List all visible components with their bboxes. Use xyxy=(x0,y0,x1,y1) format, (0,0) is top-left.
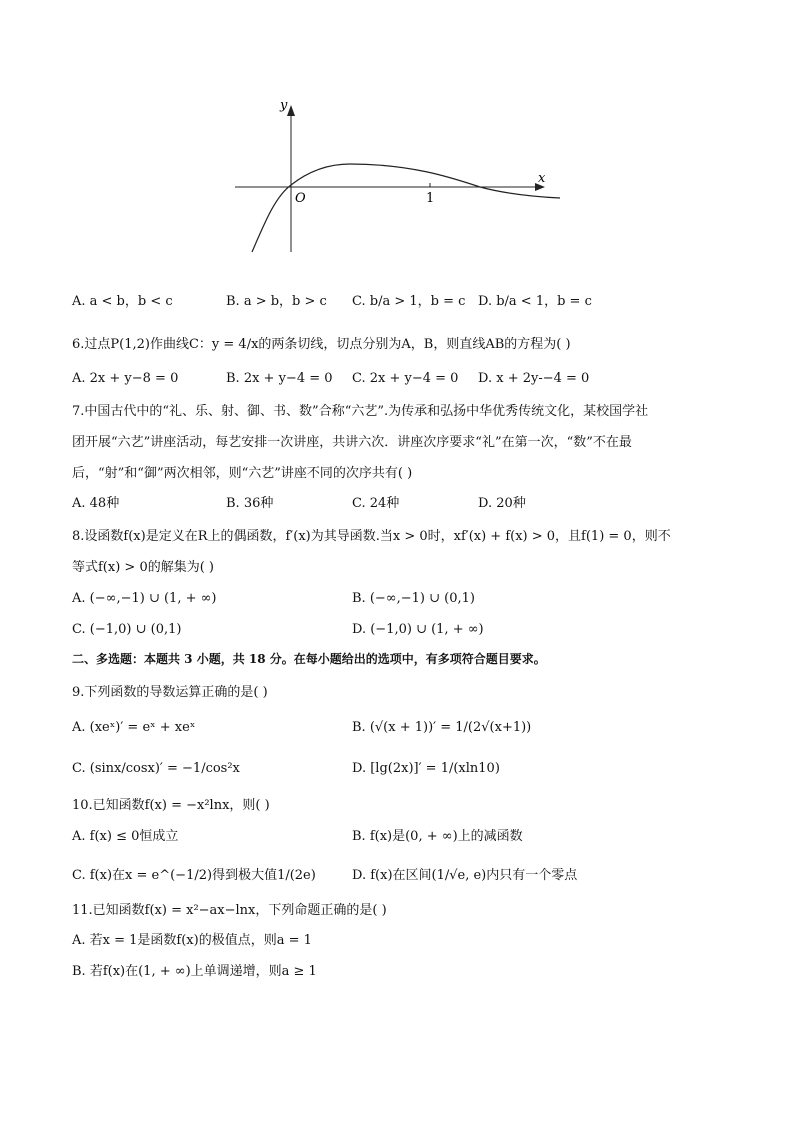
q8-line-2: 等式f(x) > 0的解集为( ) xyxy=(72,560,214,575)
q6-stem: 6.过点P(1,2)作曲线C：y = 4/x的两条切线，切点分别为A，B，则直线AB的方程为( ) xyxy=(72,337,571,352)
q7-option-b: B. 36种 xyxy=(226,496,274,511)
q10-option-b: B. f(x)是(0, + ∞)上的减函数 xyxy=(352,829,523,844)
q6-option-c: C. 2x + y−4 = 0 xyxy=(352,371,459,386)
q10-option-a: A. f(x) ≤ 0恒成立 xyxy=(72,829,179,844)
q5-option-b: B. a > b，b > c xyxy=(226,294,327,309)
origin-label: O xyxy=(295,191,306,206)
q8-line-1: 8.设函数f(x)是定义在R上的偶函数，f′(x)为其导函数.当x > 0时，xf′(x) + f(x) > 0，且f(1) = 0，则不 xyxy=(72,529,671,544)
q7-option-d: D. 20种 xyxy=(478,496,526,511)
q9-option-a: A. (xeˣ)′ = eˣ + xeˣ xyxy=(72,720,196,735)
x-axis-label: x xyxy=(538,171,546,186)
function-graph xyxy=(230,92,570,257)
curve xyxy=(252,164,560,252)
q7-option-a: A. 48种 xyxy=(72,496,120,511)
tick-label-1: 1 xyxy=(426,191,435,206)
q10-stem: 10.已知函数f(x) = −x²lnx，则( ) xyxy=(72,798,270,813)
q8-option-c: C. (−1,0) ∪ (0,1) xyxy=(72,622,182,637)
q8-option-b: B. (−∞,−1) ∪ (0,1) xyxy=(352,591,475,606)
q9-option-b: B. (√(x + 1))′ = 1/(2√(x+1)) xyxy=(352,720,532,735)
q9-option-c: C. (sinx/cosx)′ = −1/cos²x xyxy=(72,761,240,776)
q7-line-1: 7.中国古代中的“礼、乐、射、御、书、数”合称“六艺”.为传承和弘扬中华优秀传统文化，某校国学社 xyxy=(72,404,649,419)
q6-option-b: B. 2x + y−4 = 0 xyxy=(226,371,333,386)
y-axis-label: y xyxy=(280,98,288,113)
q11-option-a: A. 若x = 1是函数f(x)的极值点，则a = 1 xyxy=(72,933,312,948)
q8-option-d: D. (−1,0) ∪ (1, + ∞) xyxy=(352,622,484,637)
q10-option-d: D. f(x)在区间(1/√e, e)内只有一个零点 xyxy=(352,868,578,883)
q9-stem: 9.下列函数的导数运算正确的是( ) xyxy=(72,685,268,700)
q11-option-b: B. 若f(x)在(1, + ∞)上单调递增，则a ≥ 1 xyxy=(72,964,317,979)
q8-option-a: A. (−∞,−1) ∪ (1, + ∞) xyxy=(72,591,217,606)
q11-stem: 11.已知函数f(x) = x²−ax−lnx，下列命题正确的是( ) xyxy=(72,903,387,918)
q5-option-a: A. a < b，b < c xyxy=(72,294,173,309)
q7-line-2: 团开展“六艺”讲座活动，每艺安排一次讲座，共讲六次．讲座次序要求“礼”在第一次，“数”不在最 xyxy=(72,435,632,450)
q5-option-c: C. b/a > 1，b = c xyxy=(352,294,466,309)
q6-option-a: A. 2x + y−8 = 0 xyxy=(72,371,179,386)
q7-line-3: 后，“射”和“御”两次相邻，则“六艺”讲座不同的次序共有( ) xyxy=(72,466,413,481)
y-axis-arrow xyxy=(287,105,295,116)
q7-option-c: C. 24种 xyxy=(352,496,400,511)
section-heading: 二、多选题：本题共 3 小题，共 18 分。在每小题给出的选项中，有多项符合题目要求。 xyxy=(72,652,546,666)
q5-option-d: D. b/a < 1，b = c xyxy=(478,294,592,309)
q10-option-c: C. f(x)在x = e^(−1/2)得到极大值1/(2e) xyxy=(72,868,316,883)
q6-option-d: D. x + 2y-−4 = 0 xyxy=(478,371,590,386)
q9-option-d: D. [lg(2x)]′ = 1/(xln10) xyxy=(352,761,500,776)
